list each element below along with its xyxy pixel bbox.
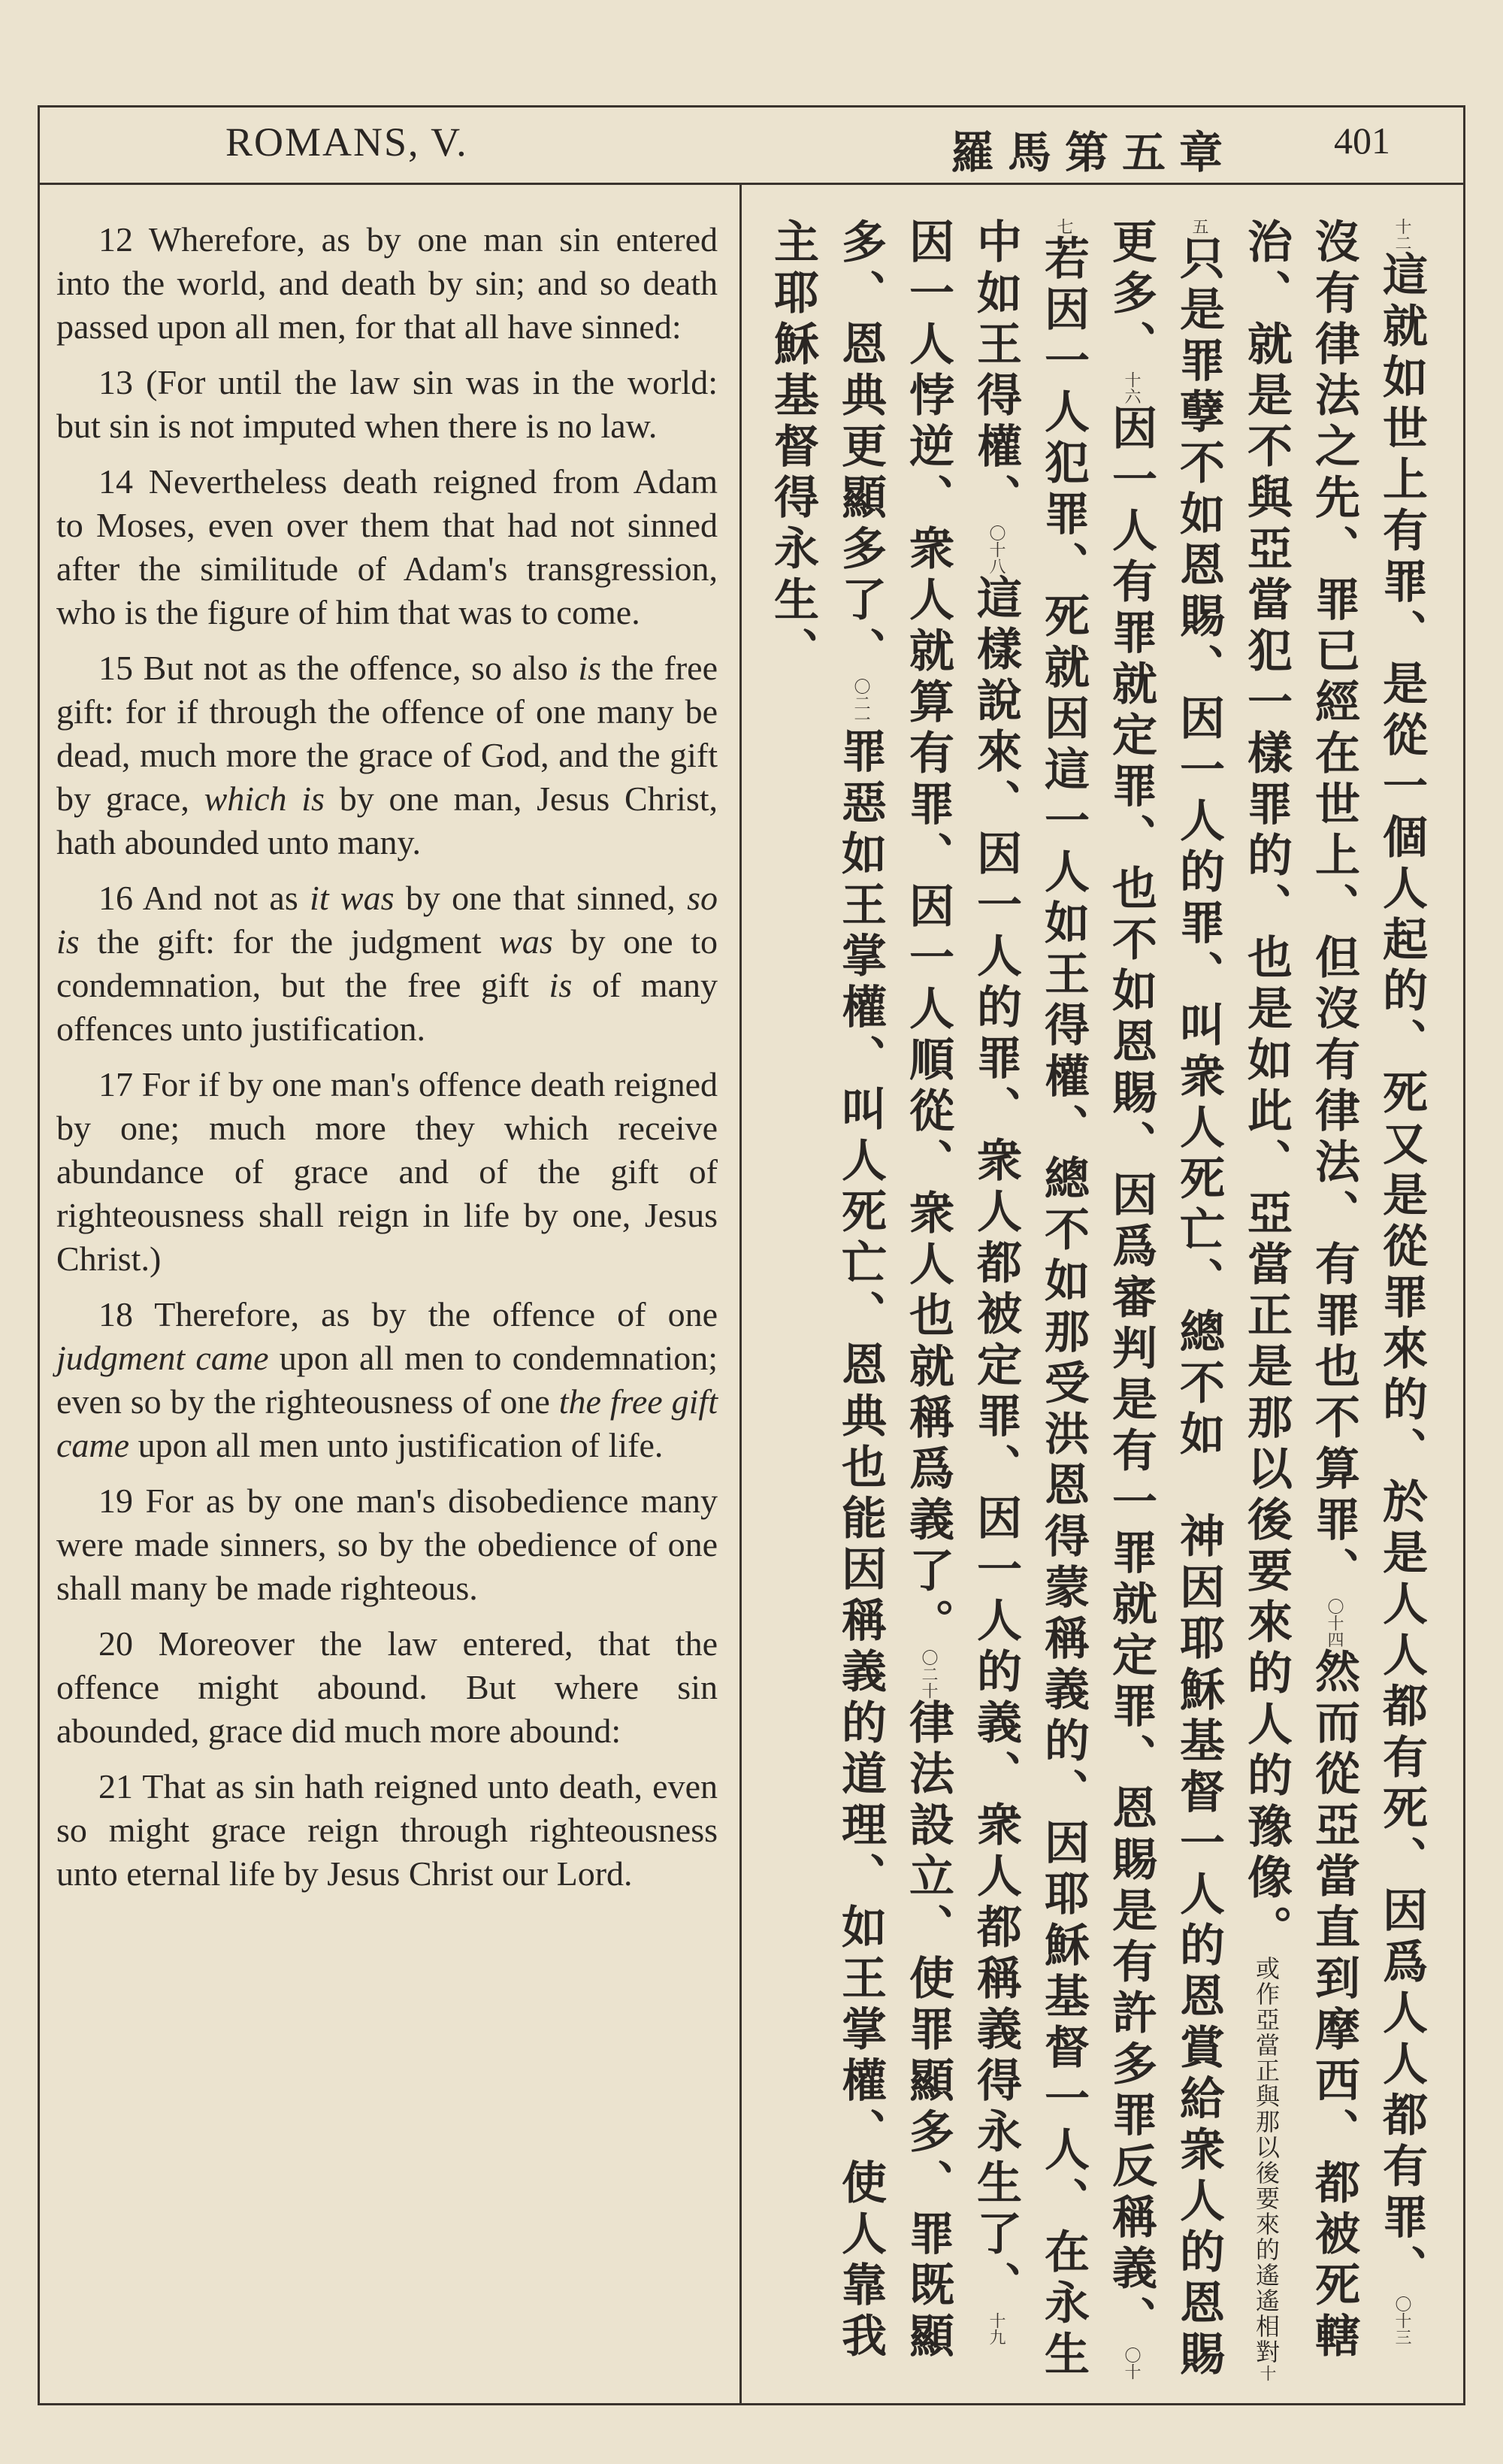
chinese-verse-number: 十五 bbox=[1190, 218, 1276, 2381]
chinese-verse-number: 十九 bbox=[987, 2312, 1006, 2345]
header-rule bbox=[38, 183, 1465, 185]
verse-text: by one man, Jesus Christ, hath abounded unto many. bbox=[56, 779, 718, 861]
italic-text: so is bbox=[56, 879, 718, 961]
italic-text: the free gift came bbox=[56, 1382, 718, 1464]
chinese-verse-number: 十二 bbox=[1393, 218, 1411, 251]
verse-20 bbox=[56, 1622, 718, 1753]
chinese-verse-number: 〇十八 bbox=[987, 525, 1006, 574]
italic-text: is bbox=[549, 966, 573, 1004]
chinese-verse-14: 然而從亞當直到摩西、都被死轄治、就是不與亞當犯一樣罪的、也是如此、亞當正是那以後要來的人的豫像。 bbox=[1240, 218, 1360, 2363]
running-head: ROMANS, V. bbox=[225, 120, 468, 165]
italic-text: it was bbox=[310, 879, 395, 917]
verse-16 bbox=[56, 876, 718, 1051]
chinese-footnote: 或作亞當正與那以後要來的遙遙相對 bbox=[1252, 1956, 1281, 2365]
verse-text: by one to condemnation, but the free gift bbox=[56, 922, 718, 1004]
chinese-verse-21: 罪惡如王掌權、叫人死亡、恩典也能因稱義的道理、如王掌權、使人靠我主耶穌基督得永生、 bbox=[767, 218, 887, 2363]
chinese-verse-16: 因一人有罪就定罪、也不如恩賜、因爲審判是有一罪就定罪、恩賜是有許多罪反稱義、 bbox=[1105, 404, 1157, 2347]
verse-number: 18 bbox=[98, 1295, 133, 1333]
verse-number: 19 bbox=[98, 1482, 133, 1520]
chinese-column bbox=[759, 218, 1435, 2383]
verse-number: 21 bbox=[98, 1767, 133, 1806]
verse-19 bbox=[56, 1479, 718, 1610]
english-column bbox=[56, 218, 718, 1908]
verse-number: 13 bbox=[98, 363, 133, 401]
verse-number: 14 bbox=[98, 462, 133, 501]
verse-text: But not as the offence, so also bbox=[143, 649, 579, 687]
column-divider bbox=[739, 185, 742, 2405]
verse-number: 15 bbox=[98, 649, 133, 687]
chinese-verse-15: 只是罪孽不如恩賜、因一人的罪、叫衆人死亡、總不如 神因耶穌基督一人的恩賞給衆人的恩賜更多、 bbox=[1105, 218, 1225, 2381]
page-number: 401 bbox=[1334, 120, 1390, 162]
chinese-running-head: 羅馬第五章 bbox=[951, 127, 1237, 178]
chinese-verse-19: 因一人悖逆、衆人就算有罪、因一人順從、衆人也就稱爲義了。 bbox=[902, 218, 954, 1649]
italic-text: which is bbox=[204, 779, 325, 818]
chinese-verse-number: 〇二一 bbox=[851, 678, 870, 728]
verse-21 bbox=[56, 1765, 718, 1896]
verse-15 bbox=[56, 646, 718, 864]
verse-text: Moreover the law entered, that the offence might abound. But where sin abounded, grace did much more abound: bbox=[56, 1624, 718, 1750]
chinese-verse-13: 沒有律法之先、罪已經在世上、但沒有律法、有罪也不算罪、 bbox=[1308, 218, 1360, 1598]
verse-text: For if by one man's offence death reigned by one; much more they which receive abundance of grace and of the gift of righteousness shall reign in life by one, Jesus Christ.) bbox=[56, 1065, 718, 1278]
chinese-verse-12: 這就如世上有罪、是從一個人起的、死又是從罪來的、於是人人都有死、因爲人人都有罪、 bbox=[1375, 251, 1428, 2296]
verse-text: Therefore, as by the offence of one bbox=[154, 1295, 718, 1333]
chinese-verse-17: 若因一人犯罪、死就因這一人如王得權、總不如那受洪恩得蒙稱義的、因耶穌基督一人、在永生中如王得權、 bbox=[969, 218, 1090, 2381]
verse-text: Nevertheless death reigned from Adam to Moses, even over them that had not sinned after the similitude of Adam's transgression, who is the figure of him that was to come. bbox=[56, 462, 718, 631]
verse-17 bbox=[56, 1063, 718, 1281]
chinese-verse-number: 〇十三 bbox=[1393, 2296, 1411, 2345]
verse-12 bbox=[56, 218, 718, 349]
verse-number: 17 bbox=[98, 1065, 133, 1103]
chinese-verse-number: 〇二十 bbox=[919, 1649, 938, 1699]
chinese-verse-number: 〇十四 bbox=[1325, 1598, 1344, 1648]
verse-14 bbox=[56, 460, 718, 634]
verse-text: the free gift: for if through the offence of one many be dead, much more the grace of God, and the gift by grace, bbox=[56, 649, 718, 818]
chinese-verse-20: 律法設立、使罪顯多、罪既顯多、恩典更顯多了、 bbox=[834, 218, 954, 2363]
verse-text: upon all men to condemnation; even so by the righteousness of one bbox=[56, 1339, 718, 1421]
verse-text: of many offences unto justification. bbox=[56, 966, 718, 1048]
verse-text: the gift: for the judgment bbox=[79, 922, 500, 961]
verse-text: That as sin hath reigned unto death, even so might grace reign through righteousness unto eternal life by Jesus Christ our Lord. bbox=[56, 1767, 718, 1893]
italic-text: judgment came bbox=[56, 1339, 269, 1377]
verse-text: by one that sinned, bbox=[394, 879, 688, 917]
verse-text: For as by one man's disobedience many were made sinners, so by the obedience of one shall many be made righteous. bbox=[56, 1482, 718, 1607]
verse-text: (For until the law sin was in the world: but sin is not imputed when there is no law. bbox=[56, 363, 718, 445]
verse-text: And not as bbox=[142, 879, 310, 917]
verse-text: Wherefore, as by one man sin entered into the world, and death by sin; and so death passed upon all men, for that all have sinned: bbox=[56, 220, 718, 346]
chinese-verse-18: 這樣說來、因一人的罪、衆人都被定罪、因一人的義、衆人都稱義得永生了、 bbox=[969, 574, 1022, 2312]
verse-13 bbox=[56, 361, 718, 448]
verse-text: upon all men unto justification of life. bbox=[129, 1426, 664, 1464]
italic-text: is bbox=[578, 649, 602, 687]
italic-text: was bbox=[499, 922, 553, 961]
chinese-verse-number: 十六 bbox=[1122, 371, 1141, 404]
chinese-verse-number: 〇十七 bbox=[1054, 218, 1141, 2380]
verse-number: 12 bbox=[98, 220, 133, 259]
verse-18 bbox=[56, 1293, 718, 1467]
verse-number: 16 bbox=[98, 879, 133, 917]
verse-number: 20 bbox=[98, 1624, 133, 1663]
